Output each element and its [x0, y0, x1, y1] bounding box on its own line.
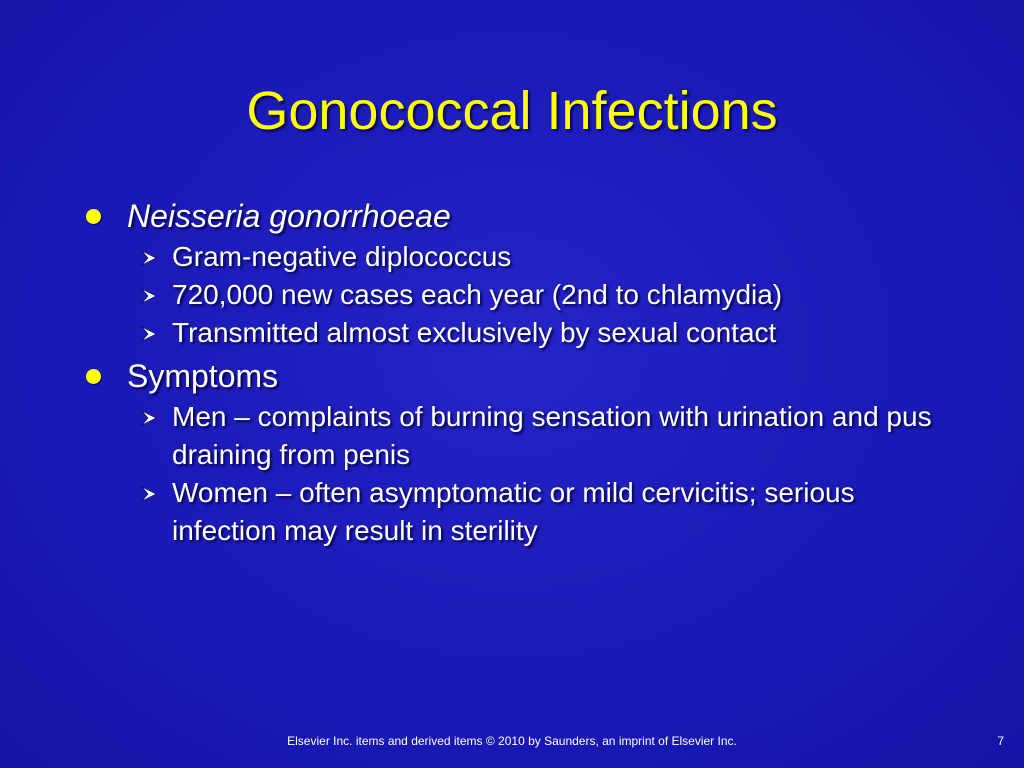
sub-list-symptoms: [82, 398, 962, 550]
sub-list-neisseria: [82, 238, 962, 352]
bullet-label: Neisseria gonorrhoeae: [127, 198, 451, 234]
arrowhead-bullet-icon: [141, 398, 163, 436]
sub-bullet-text: 720,000 new cases each year (2nd to chlamydia): [172, 279, 783, 310]
sub-bullet: [141, 314, 962, 352]
sub-bullet-text: Women – often asymptomatic or mild cervicitis; serious infection may result in sterility: [172, 477, 855, 546]
slide-title: Gonococcal Infections: [246, 81, 778, 141]
arrowhead-bullet-icon: [141, 276, 163, 314]
sub-bullet-text: Gram-negative diplococcus: [172, 241, 512, 272]
bullet-symptoms: [82, 354, 962, 398]
slide-content: [82, 194, 962, 552]
sub-bullet-text: Transmitted almost exclusively by sexual contact: [172, 317, 777, 348]
sub-bullet: [141, 276, 962, 314]
page-number: 7: [997, 734, 1004, 748]
sub-bullet-text: Men – complaints of burning sensation with urination and pus draining from penis: [172, 401, 932, 470]
bullet-label: Symptoms: [127, 358, 279, 394]
arrowhead-bullet-icon: [141, 314, 163, 352]
round-bullet-icon: [86, 209, 101, 224]
sub-bullet: [141, 398, 962, 474]
round-bullet-icon: [86, 369, 101, 384]
sub-bullet: [141, 238, 962, 276]
bullet-neisseria: [82, 194, 962, 238]
arrowhead-bullet-icon: [141, 474, 163, 512]
arrowhead-bullet-icon: [141, 238, 163, 276]
sub-bullet: [141, 474, 962, 550]
copyright-footer: Elsevier Inc. items and derived items © 2010 by Saunders, an imprint of Elsevier Inc.: [287, 734, 737, 748]
